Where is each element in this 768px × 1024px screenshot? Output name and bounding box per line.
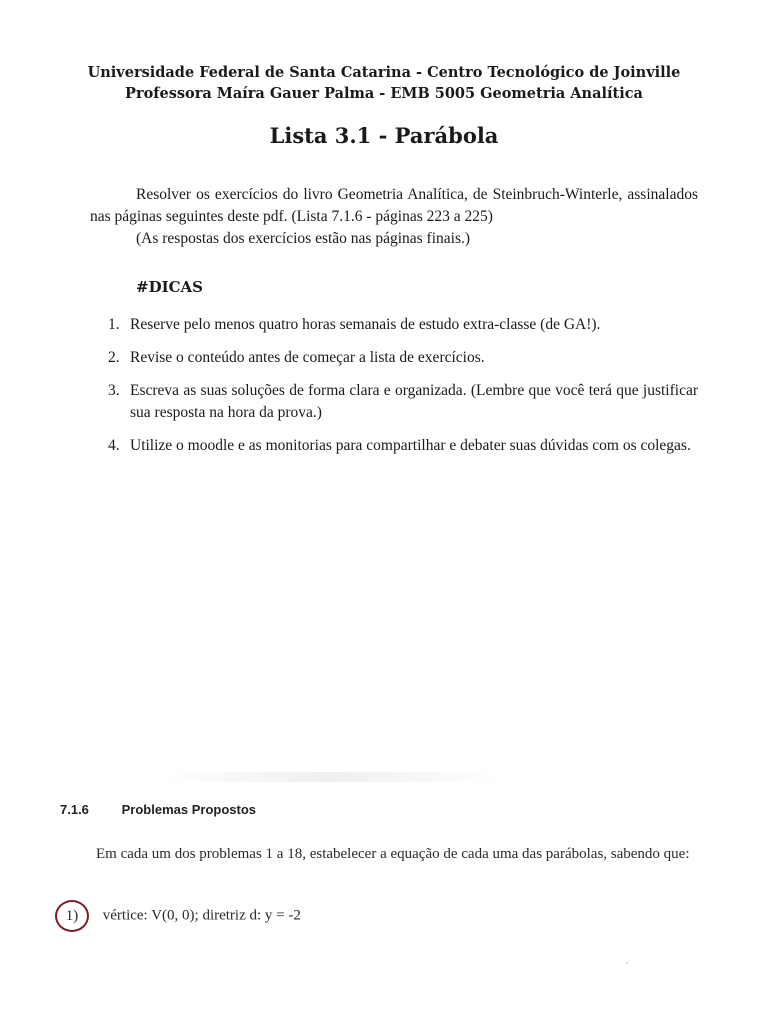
tip-number: 3. — [108, 382, 120, 399]
problem-item — [55, 900, 301, 932]
document-header — [0, 62, 768, 104]
tip-text: Revise o conteúdo antes de começar a lista de exercícios. — [130, 349, 485, 366]
dicas-heading: #DICAS — [136, 278, 204, 296]
intro-note: (As respostas dos exercícios estão nas páginas finais.) — [136, 230, 471, 247]
tip-item — [108, 347, 698, 369]
tip-number: 2. — [108, 349, 120, 366]
tips-list — [108, 314, 698, 468]
scan-speck — [626, 962, 628, 964]
tip-item — [108, 435, 698, 457]
scan-artifact — [160, 772, 500, 782]
intro-paragraph: Resolver os exercícios do livro Geometria Analítica, de Steinbruch-Winterle, assinalados nas páginas seguintes deste pdf. (Lista 7.1.6 - páginas 223 a 225) — [90, 186, 698, 225]
problem-instructions-text: Em cada um dos problemas 1 a 18, estabelecer a equação de cada uma das parábolas, sabendo que: — [96, 846, 690, 862]
tip-item — [108, 380, 698, 424]
section-title: Problemas Propostos — [121, 802, 256, 817]
problem-number-circled: 1) — [55, 900, 89, 932]
tip-text: Escreva as suas soluções de forma clara e organizada. (Lembre que você terá que justificar sua resposta na hora da prova.) — [130, 382, 698, 421]
tip-text: Utilize o moodle e as monitorias para compartilhar e debater suas dúvidas com os colegas. — [130, 437, 691, 454]
intro-block — [90, 184, 698, 250]
header-university: Universidade Federal de Santa Catarina - Centro Tecnológico de Joinville — [87, 64, 681, 81]
tip-number: 4. — [108, 437, 120, 454]
header-professor: Professora Maíra Gauer Palma - EMB 5005 Geometria Analítica — [125, 85, 643, 102]
tip-text: Reserve pelo menos quatro horas semanais de estudo extra-classe (de GA!). — [130, 316, 601, 333]
problem-text: vértice: V(0, 0); diretriz d: y = -2 — [102, 907, 301, 924]
section-heading — [60, 802, 256, 817]
page-title: Lista 3.1 - Parábola — [269, 123, 499, 148]
tip-item — [108, 314, 698, 336]
problem-instructions — [60, 843, 708, 865]
tip-number: 1. — [108, 316, 120, 333]
section-number: 7.1.6 — [60, 802, 89, 817]
